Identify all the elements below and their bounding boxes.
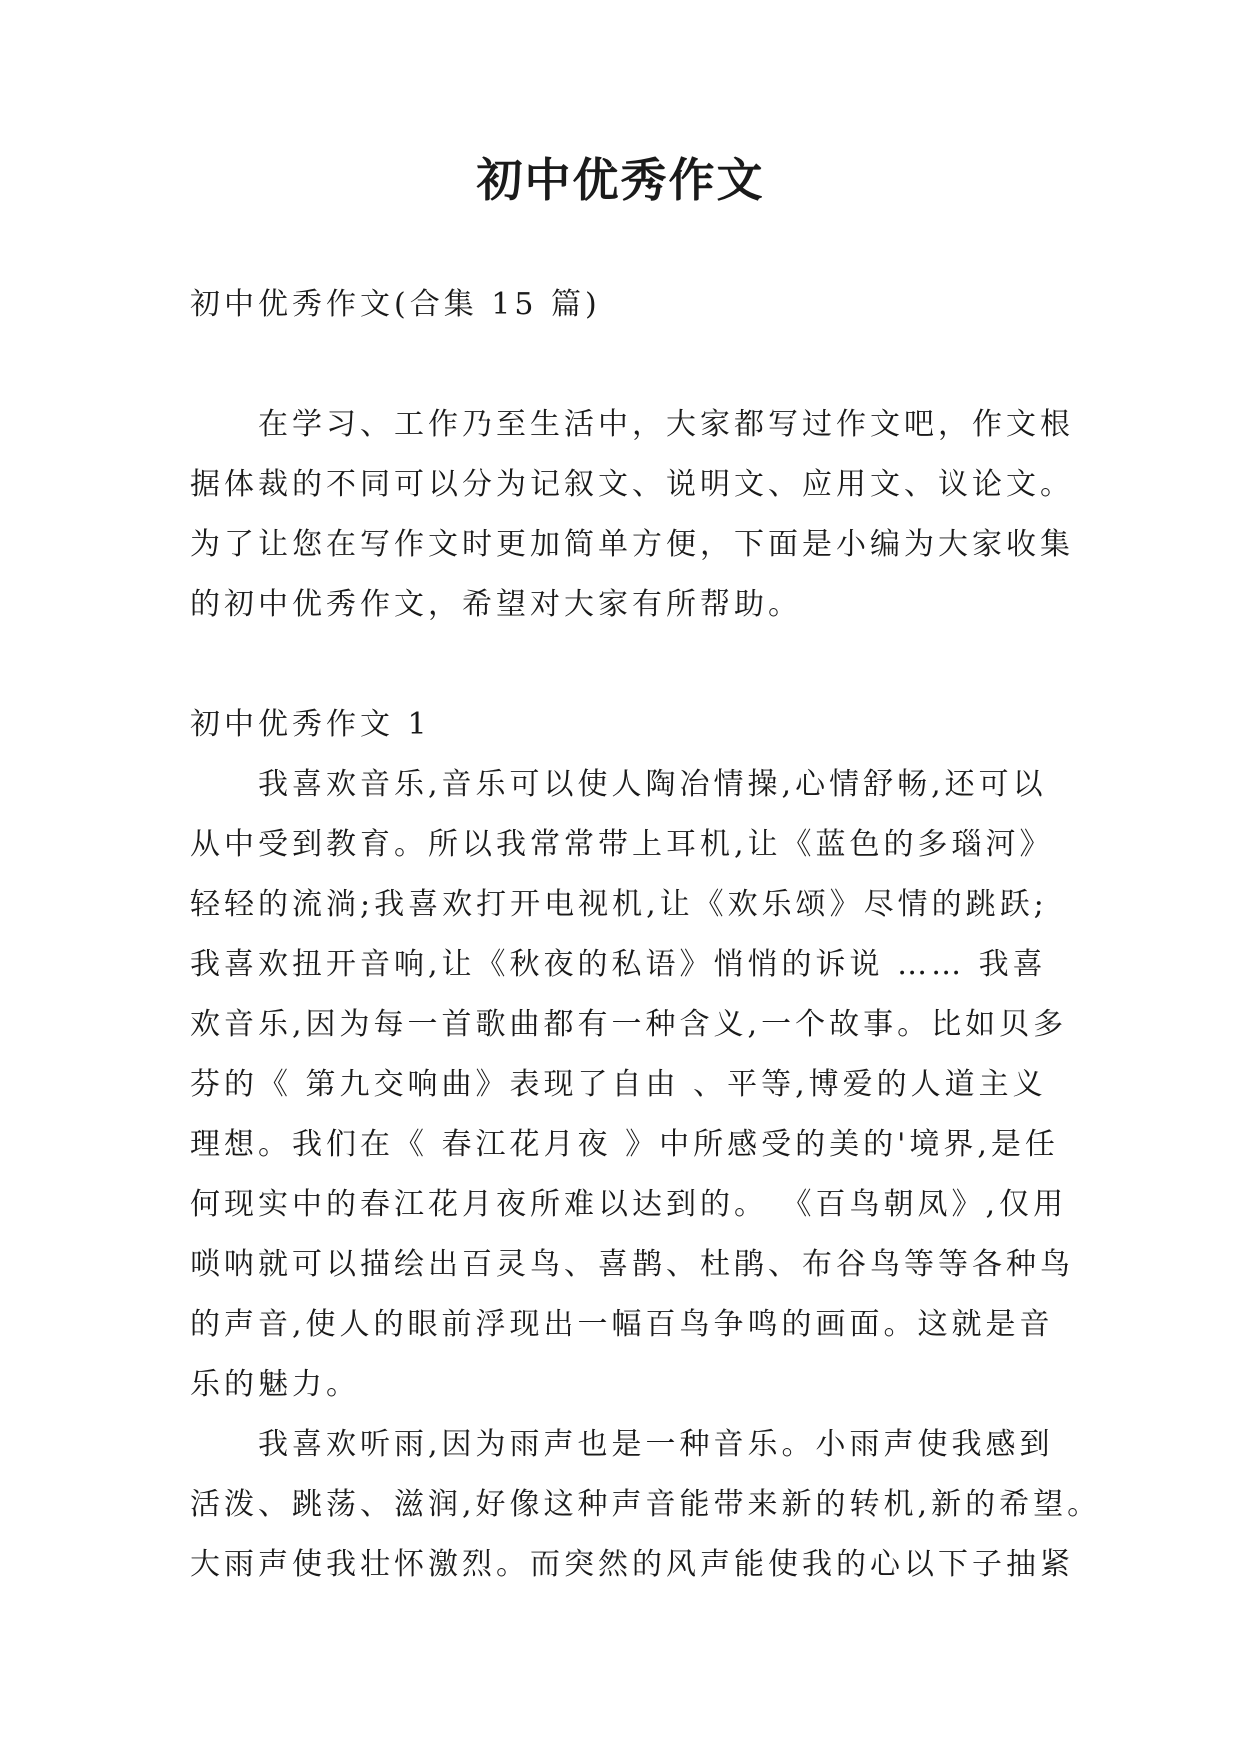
essay-paragraph bbox=[190, 1415, 1102, 1595]
text-line: 唢呐就可以描绘出百灵鸟、喜鹊、杜鹃、布谷鸟等等各种鸟 bbox=[190, 1247, 1074, 1282]
paragraph-spacer bbox=[190, 335, 1070, 395]
text-line: 乐的魅力。 bbox=[190, 1367, 360, 1402]
text-line: 据体裁的不同可以分为记叙文、说明文、应用文、议论文。 bbox=[190, 467, 1074, 502]
essay-paragraph bbox=[190, 755, 1074, 1415]
intro-paragraph bbox=[190, 395, 1074, 635]
text-line: 从中受到教育。所以我常常带上耳机,让《蓝色的多瑙河》 bbox=[190, 827, 1054, 862]
text-line: 我喜欢扭开音响,让《秋夜的私语》悄悄的诉说 …… 我喜 bbox=[190, 947, 1047, 982]
document-body bbox=[190, 275, 1102, 1595]
text-line: 的初中优秀作文，希望对大家有所帮助。 bbox=[190, 587, 802, 622]
text-line: 我喜欢音乐,音乐可以使人陶冶情操,心情舒畅,还可以 bbox=[258, 767, 1047, 802]
text-line: 何现实中的春江花月夜所难以达到的。 《百鸟朝凤》,仅用 bbox=[190, 1187, 1068, 1222]
text-line: 芬的《 第九交响曲》表现了自由 、平等,博爱的人道主义 bbox=[190, 1067, 1047, 1102]
paragraph-spacer bbox=[190, 635, 1070, 695]
text-line: 活泼、跳荡、滋润,好像这种声音能带来新的转机,新的希望。 bbox=[190, 1487, 1102, 1522]
text-line: 大雨声使我壮怀激烈。而突然的风声能使我的心以下子抽紧 bbox=[190, 1547, 1074, 1582]
document-subtitle: 初中优秀作文(合集 15 篇) bbox=[190, 287, 601, 322]
essay-heading: 初中优秀作文 1 bbox=[190, 707, 431, 742]
text-line: 欢音乐,因为每一首歌曲都有一种含义,一个故事。比如贝多 bbox=[190, 1007, 1068, 1042]
document-title: 初中优秀作文 bbox=[476, 153, 765, 207]
text-line: 轻轻的流淌;我喜欢打开电视机,让《欢乐颂》尽情的跳跃; bbox=[190, 887, 1048, 922]
text-line: 在学习、工作乃至生活中，大家都写过作文吧，作文根 bbox=[258, 407, 1074, 442]
text-line: 理想。我们在《 春江花月夜 》中所感受的美的'境界,是任 bbox=[190, 1127, 1059, 1162]
text-line: 我喜欢听雨,因为雨声也是一种音乐。小雨声使我感到 bbox=[258, 1427, 1054, 1462]
text-line: 的声音,使人的眼前浮现出一幅百鸟争鸣的画面。这就是音 bbox=[190, 1307, 1054, 1342]
text-line: 为了让您在写作文时更加简单方便，下面是小编为大家收集 bbox=[190, 527, 1074, 562]
